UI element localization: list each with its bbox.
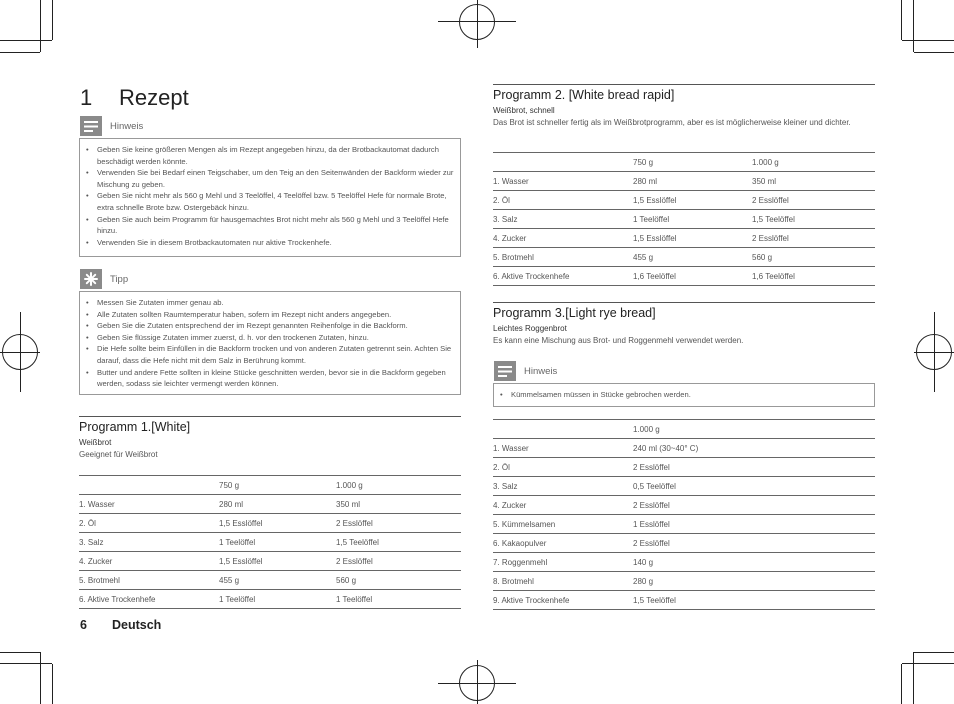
tipp-item: • Alle Zutaten sollten Raumtemperatur haben, sofern im Rezept nicht anders angegeben. bbox=[86, 309, 454, 321]
footer-language: Deutsch bbox=[112, 618, 162, 632]
tipp-header bbox=[80, 269, 128, 289]
tipp-box bbox=[79, 291, 461, 395]
table-row bbox=[493, 210, 875, 229]
table-cell: 3. Salz bbox=[493, 477, 633, 496]
table-cell: 9. Aktive Trockenhefe bbox=[493, 591, 633, 610]
tipp-item: • Butter und andere Fette sollten in kleine Stücke geschnitten werden, bevor sie in die Backform gegeben werden, sodass sie leichter vermengt werden können. bbox=[86, 367, 454, 390]
table-cell: 1. Wasser bbox=[79, 495, 219, 514]
table-row bbox=[79, 571, 461, 590]
table-cell: 280 ml bbox=[633, 172, 752, 191]
program-2-subtitle: Weißbrot, schnell bbox=[493, 106, 555, 115]
program-3-table bbox=[493, 419, 875, 610]
table-cell: 1,6 Teelöffel bbox=[633, 267, 752, 286]
table-cell: 140 g bbox=[633, 553, 875, 572]
table-cell: 2. Öl bbox=[79, 514, 219, 533]
table-cell: 1.000 g bbox=[336, 476, 461, 495]
table-row bbox=[493, 172, 875, 191]
table-row bbox=[493, 591, 875, 610]
table-row bbox=[493, 553, 875, 572]
table-cell: 1.000 g bbox=[633, 420, 875, 439]
table-row bbox=[493, 439, 875, 458]
table-row bbox=[79, 533, 461, 552]
program-2-table bbox=[493, 152, 875, 286]
table-cell: 6. Aktive Trockenhefe bbox=[79, 590, 219, 609]
table-cell: 750 g bbox=[633, 153, 752, 172]
table-row bbox=[493, 515, 875, 534]
page-number: 6 bbox=[80, 618, 87, 632]
table-cell: 560 g bbox=[336, 571, 461, 590]
note-icon bbox=[80, 116, 102, 136]
hinweis-item: • Geben Sie keine größeren Mengen als im Rezept angegeben hinzu, da der Brotbackautomat dadurch beschädigt werden könnte. bbox=[86, 144, 454, 167]
table-row bbox=[493, 496, 875, 515]
table-cell: 3. Salz bbox=[79, 533, 219, 552]
table-cell: 2 Esslöffel bbox=[336, 552, 461, 571]
hinweis-item: • Verwenden Sie bei Bedarf einen Teigschaber, um den Teig an den Seitenwänden der Backform wieder zur Mischung zu geben. bbox=[86, 167, 454, 190]
program-1-description: Geeignet für Weißbrot bbox=[79, 450, 158, 459]
table-cell: 280 g bbox=[633, 572, 875, 591]
table-cell: 350 ml bbox=[752, 172, 875, 191]
tipp-item: • Die Hefe sollte beim Einfüllen in die Backform trocken und von anderen Zutaten getrennt sein. Achten Sie darauf, dass die Hefe nicht mit dem Salz in Berührung kommt. bbox=[86, 343, 454, 366]
table-cell: 4. Zucker bbox=[79, 552, 219, 571]
note-icon bbox=[494, 361, 516, 381]
program-2-description: Das Brot ist schneller fertig als im Weißbrotprogramm, aber es ist möglicherweise kleiner und dichter. bbox=[493, 118, 851, 127]
table-cell: 1. Wasser bbox=[493, 172, 633, 191]
table-cell: 5. Brotmehl bbox=[493, 248, 633, 267]
table-cell: 1,5 Esslöffel bbox=[219, 552, 336, 571]
table-cell: 2 Esslöffel bbox=[752, 229, 875, 248]
table-cell: 1 Teelöffel bbox=[336, 590, 461, 609]
program-1-heading bbox=[79, 416, 461, 461]
table-cell bbox=[493, 420, 633, 439]
table-cell: 1,6 Teelöffel bbox=[752, 267, 875, 286]
program-1-table bbox=[79, 475, 461, 609]
table-row bbox=[493, 458, 875, 477]
table-cell: 7. Roggenmehl bbox=[493, 553, 633, 572]
table-cell bbox=[493, 153, 633, 172]
table-cell: 1,5 Esslöffel bbox=[633, 191, 752, 210]
table-cell: 2. Öl bbox=[493, 191, 633, 210]
hinweis-item: • Geben Sie nicht mehr als 560 g Mehl und 3 Teelöffel, 4 Teelöffel bzw. 5 Teelöffel Hefe für normale Brote, extra schnelle Brote bzw. Ostergebäck hinzu. bbox=[86, 190, 454, 213]
table-cell: 4. Zucker bbox=[493, 229, 633, 248]
table-header-row bbox=[493, 153, 875, 172]
tipp-item: • Geben Sie die Zutaten entsprechend der im Rezept genannten Reihenfolge in die Backform. bbox=[86, 320, 454, 332]
table-cell: 1,5 Teelöffel bbox=[633, 591, 875, 610]
table-row bbox=[79, 590, 461, 609]
table-cell bbox=[79, 476, 219, 495]
table-cell: 4. Zucker bbox=[493, 496, 633, 515]
table-cell: 1 Teelöffel bbox=[219, 590, 336, 609]
table-cell: 1. Wasser bbox=[493, 439, 633, 458]
table-row bbox=[493, 267, 875, 286]
tip-icon bbox=[80, 269, 102, 289]
table-cell: 560 g bbox=[752, 248, 875, 267]
tipp-item: • Geben Sie flüssige Zutaten immer zuerst, d. h. vor den trockenen Zutaten, hinzu. bbox=[86, 332, 454, 344]
table-cell: 1,5 Esslöffel bbox=[219, 514, 336, 533]
program-2-heading bbox=[493, 84, 875, 129]
table-cell: 455 g bbox=[633, 248, 752, 267]
table-row bbox=[493, 534, 875, 553]
table-row bbox=[493, 572, 875, 591]
hinweis-header bbox=[80, 116, 143, 136]
page-title: Rezept bbox=[119, 85, 189, 110]
table-cell: 1 Esslöffel bbox=[633, 515, 875, 534]
tipp-item: • Messen Sie Zutaten immer genau ab. bbox=[86, 297, 454, 309]
table-cell: 5. Brotmehl bbox=[79, 571, 219, 590]
table-cell: 8. Brotmehl bbox=[493, 572, 633, 591]
table-cell: 1,5 Teelöffel bbox=[752, 210, 875, 229]
table-cell: 240 ml (30~40° C) bbox=[633, 439, 875, 458]
table-cell: 2. Öl bbox=[493, 458, 633, 477]
table-row bbox=[493, 248, 875, 267]
table-cell: 6. Kakaopulver bbox=[493, 534, 633, 553]
table-cell: 0,5 Teelöffel bbox=[633, 477, 875, 496]
table-row bbox=[493, 229, 875, 248]
table-cell: 2 Esslöffel bbox=[633, 458, 875, 477]
hinweis-item: • Kümmelsamen müssen in Stücke gebrochen werden. bbox=[500, 389, 868, 401]
chapter-number: 1 bbox=[80, 85, 93, 110]
table-cell: 1.000 g bbox=[752, 153, 875, 172]
hinweis-label: Hinweis bbox=[110, 120, 144, 132]
program-3-subtitle: Leichtes Roggenbrot bbox=[493, 324, 567, 333]
table-cell: 2 Esslöffel bbox=[752, 191, 875, 210]
hinweis-item: • Geben Sie auch beim Programm für hausgemachtes Brot nicht mehr als 560 g Mehl und 3 Teelöffel Hefe hinzu. bbox=[86, 214, 454, 237]
program-3-title: Programm 3.[Light rye bread] bbox=[493, 306, 656, 320]
table-cell: 5. Kümmelsamen bbox=[493, 515, 633, 534]
hinweis-box bbox=[79, 138, 461, 257]
program-3-description: Es kann eine Mischung aus Brot- und Roggenmehl verwendet werden. bbox=[493, 336, 744, 345]
table-cell: 280 ml bbox=[219, 495, 336, 514]
table-row bbox=[79, 514, 461, 533]
hinweis-3-header bbox=[494, 361, 557, 381]
program-3-heading bbox=[493, 302, 875, 347]
table-cell: 1,5 Teelöffel bbox=[336, 533, 461, 552]
program-2-title: Programm 2. [White bread rapid] bbox=[493, 88, 675, 102]
table-row bbox=[493, 191, 875, 210]
program-1-subtitle: Weißbrot bbox=[79, 438, 112, 447]
table-cell: 1,5 Esslöffel bbox=[633, 229, 752, 248]
table-cell: 750 g bbox=[219, 476, 336, 495]
table-cell: 6. Aktive Trockenhefe bbox=[493, 267, 633, 286]
table-cell: 2 Esslöffel bbox=[336, 514, 461, 533]
table-cell: 3. Salz bbox=[493, 210, 633, 229]
table-cell: 350 ml bbox=[336, 495, 461, 514]
tipp-label: Tipp bbox=[110, 273, 129, 285]
table-cell: 1 Teelöffel bbox=[219, 533, 336, 552]
table-cell: 2 Esslöffel bbox=[633, 534, 875, 553]
table-row bbox=[79, 495, 461, 514]
hinweis-item: • Verwenden Sie in diesem Brotbackautomaten nur aktive Trockenhefe. bbox=[86, 237, 454, 249]
table-header-row bbox=[493, 420, 875, 439]
table-cell: 1 Teelöffel bbox=[633, 210, 752, 229]
hinweis-3-box bbox=[493, 383, 875, 407]
table-cell: 2 Esslöffel bbox=[633, 496, 875, 515]
table-cell: 455 g bbox=[219, 571, 336, 590]
table-row bbox=[493, 477, 875, 496]
table-row bbox=[79, 552, 461, 571]
program-1-title: Programm 1.[White] bbox=[79, 420, 191, 434]
hinweis-3-label: Hinweis bbox=[524, 365, 558, 377]
table-header-row bbox=[79, 476, 461, 495]
